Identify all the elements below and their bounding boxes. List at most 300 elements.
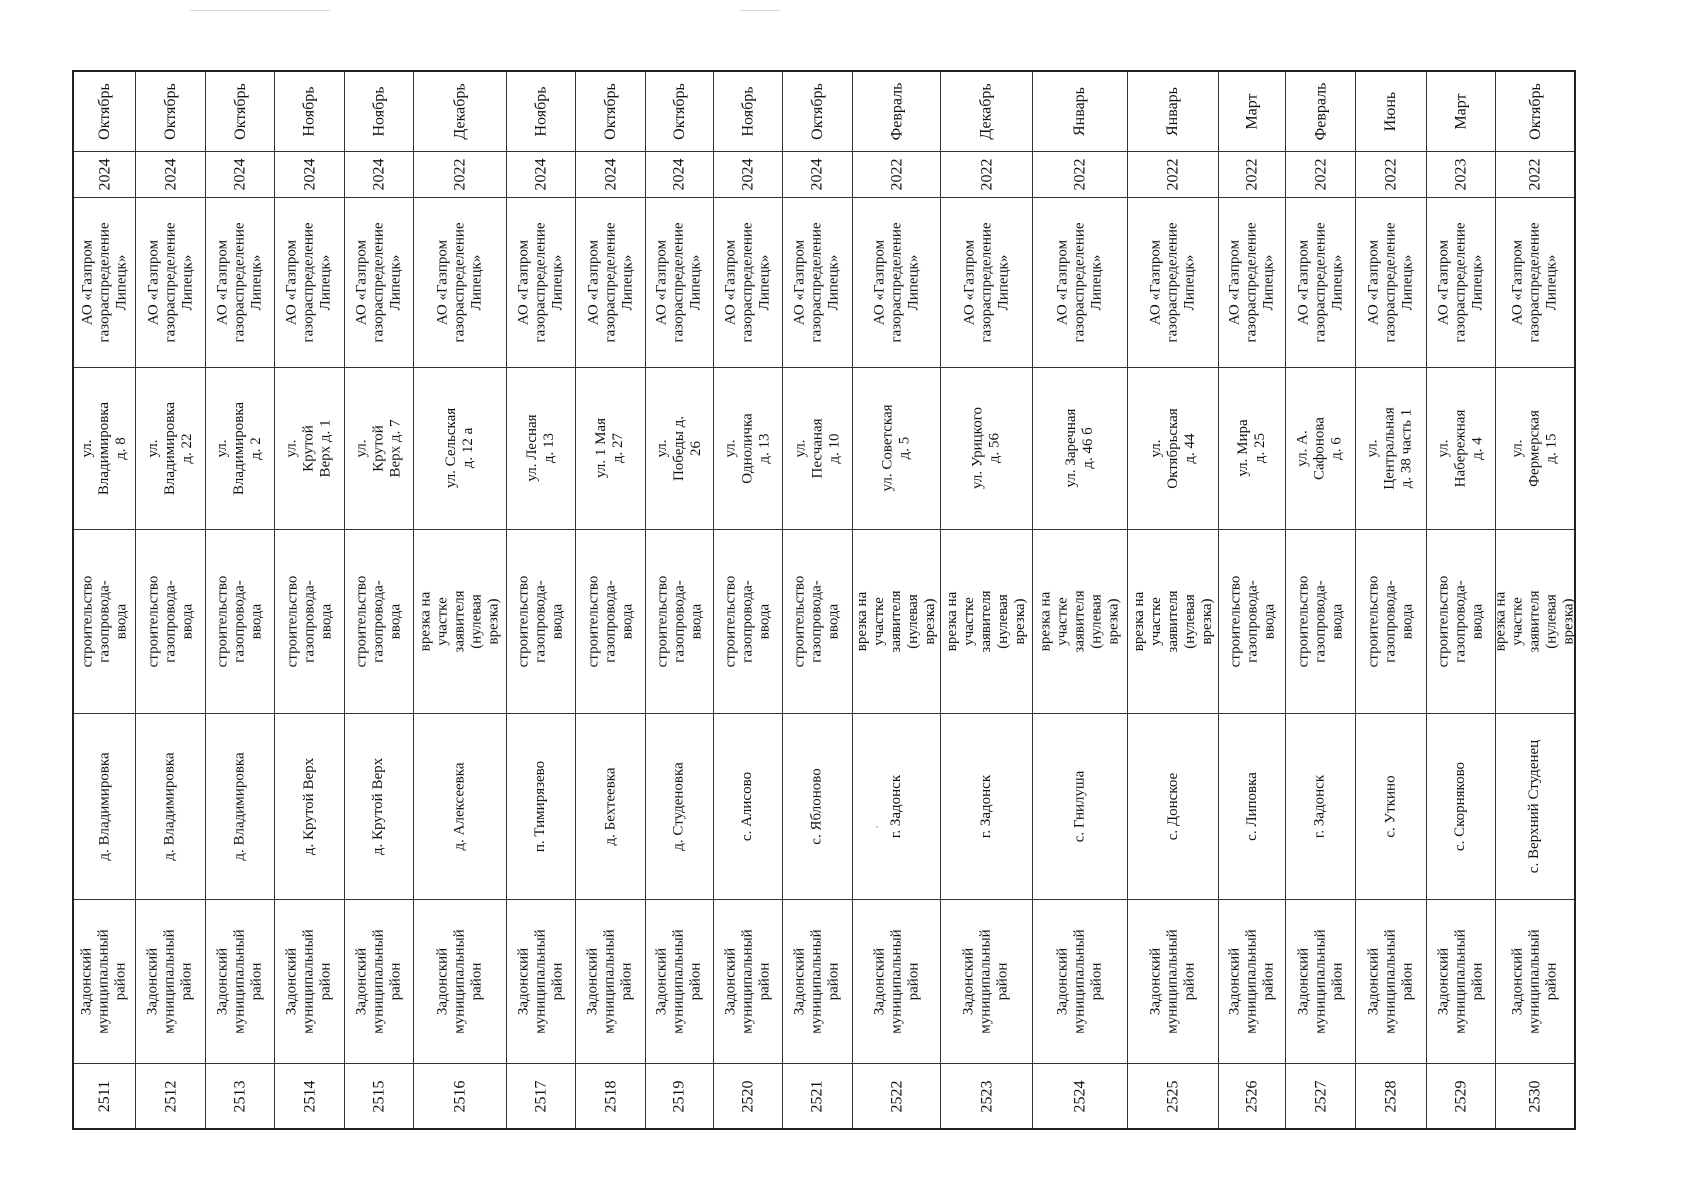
district-cell-text: Задонский муниципальный район — [1295, 929, 1346, 1034]
locality-cell-text: с. Алисово — [739, 771, 756, 841]
table-band-year — [73, 152, 1575, 197]
address-cell — [645, 367, 713, 529]
address-cell-text: ул. Владимировка д. 2 — [214, 401, 265, 495]
work-type-cell — [1127, 529, 1219, 713]
address-cell-text: ул. А. Сафонова д. 6 — [1295, 416, 1346, 480]
record-number-cell — [1127, 1064, 1219, 1129]
record-number-cell-text: 2511 — [96, 1080, 114, 1112]
year-cell — [344, 152, 413, 197]
address-cell — [1032, 367, 1127, 529]
address-cell-text: ул. Победы д. 26 — [653, 415, 704, 481]
month-cell-text: Март — [1452, 93, 1470, 130]
month-cell — [1127, 71, 1219, 152]
month-cell — [1355, 71, 1426, 152]
executor-cell — [1286, 197, 1355, 367]
district-cell-text: Задонский муниципальный район — [791, 929, 842, 1034]
work-type-cell-text: строительство газопровода-ввода — [1226, 575, 1277, 667]
executor-cell — [941, 197, 1033, 367]
address-cell — [344, 367, 413, 529]
executor-cell-text: АО «Газпром газораспределение Липецк» — [284, 222, 335, 343]
record-number-cell-text: 2513 — [231, 1080, 249, 1113]
work-type-cell — [941, 529, 1033, 713]
work-type-cell-text: строительство газопровода-ввода — [353, 575, 404, 667]
year-cell — [275, 152, 344, 197]
locality-cell — [205, 713, 274, 899]
year-cell-text: 2024 — [96, 158, 114, 191]
record-number-cell-text: 2525 — [1164, 1080, 1182, 1113]
address-cell-text: ул. Советская д. 5 — [879, 404, 913, 492]
month-cell-text: Декабрь — [451, 83, 469, 140]
work-type-cell — [576, 529, 645, 713]
year-cell — [1032, 152, 1127, 197]
year-cell-text: 2022 — [888, 158, 906, 191]
record-number-cell-text: 2523 — [978, 1080, 996, 1113]
work-type-cell — [1032, 529, 1127, 713]
locality-cell — [275, 713, 344, 899]
executor-cell-text: АО «Газпром газораспределение Липецк» — [961, 222, 1012, 343]
year-cell-text: 2022 — [1526, 158, 1544, 191]
district-cell-text: Задонский муниципальный район — [284, 929, 335, 1034]
work-type-cell-text: врезка на участке заявителя (нулевая врезка) — [1130, 590, 1215, 653]
district-cell — [1426, 899, 1495, 1064]
month-cell — [344, 71, 413, 152]
locality-cell — [73, 713, 136, 899]
record-number-cell — [941, 1064, 1033, 1129]
executor-cell-text: АО «Газпром газораспределение Липецк» — [1435, 222, 1486, 343]
address-cell-text: ул. Лесная д. 13 — [524, 414, 558, 482]
executor-cell — [714, 197, 782, 367]
month-cell-text: Март — [1243, 93, 1261, 130]
address-cell-text: ул. Мира д. 25 — [1235, 419, 1269, 477]
locality-cell-text: с. Уткино — [1382, 774, 1399, 838]
district-cell-text: Задонский муниципальный район — [653, 929, 704, 1034]
month-cell — [1495, 71, 1575, 152]
record-number-cell-text: 2520 — [739, 1080, 757, 1113]
executor-cell-text: АО «Газпром газораспределение Липецк» — [722, 222, 773, 343]
year-cell — [205, 152, 274, 197]
record-number-cell-text: 2524 — [1071, 1080, 1089, 1113]
district-cell — [344, 899, 413, 1064]
month-cell — [782, 71, 853, 152]
record-number-cell — [1286, 1064, 1355, 1129]
year-cell — [1355, 152, 1426, 197]
locality-cell — [1495, 713, 1575, 899]
scan-artifact-line — [740, 10, 780, 11]
month-cell — [73, 71, 136, 152]
month-cell — [941, 71, 1033, 152]
locality-cell-text: д. Бехтеевка — [602, 767, 619, 846]
work-type-cell-text: строительство газопровода-ввода — [722, 575, 773, 667]
locality-cell-text: с. Липовка — [1243, 771, 1260, 841]
district-cell — [205, 899, 274, 1064]
year-cell-text: 2022 — [1071, 158, 1089, 191]
address-cell-text: ул. Центральная д. 38 часть 1 — [1365, 407, 1416, 490]
locality-cell — [1286, 713, 1355, 899]
address-cell-text: ул. Октябрьская д. 44 — [1147, 408, 1198, 489]
address-cell — [782, 367, 853, 529]
year-cell-text: 2022 — [1312, 158, 1330, 191]
district-cell-text: Задонский муниципальный район — [1435, 929, 1486, 1034]
district-cell-text: Задонский муниципальный район — [1509, 929, 1560, 1034]
work-type-cell-text: врезка на участке заявителя (нулевая врезка) — [944, 590, 1029, 653]
year-cell-text: 2024 — [532, 158, 550, 191]
executor-cell-text: АО «Газпром газораспределение Липецк» — [515, 222, 566, 343]
address-cell — [853, 367, 941, 529]
district-cell — [414, 899, 507, 1064]
month-cell-text: Октябрь — [231, 83, 249, 141]
work-type-cell — [1219, 529, 1286, 713]
district-cell-text: Задонский муниципальный район — [79, 929, 130, 1034]
year-cell-text: 2024 — [670, 158, 688, 191]
address-cell-text: ул. Сельская д. 12 а — [443, 408, 477, 489]
year-cell — [714, 152, 782, 197]
district-cell-text: Задонский муниципальный район — [1054, 929, 1105, 1034]
work-type-cell-text: строительство газопровода-ввода — [214, 575, 265, 667]
month-cell-text: Февраль — [1312, 82, 1330, 141]
executor-cell — [1355, 197, 1426, 367]
work-type-cell — [344, 529, 413, 713]
year-cell-text: 2024 — [231, 158, 249, 191]
month-cell-text: Июнь — [1382, 91, 1400, 132]
year-cell-text: 2022 — [978, 158, 996, 191]
locality-cell-text: д. Крутой Верх — [301, 757, 318, 855]
district-cell-text: Задонский муниципальный район — [585, 929, 636, 1034]
month-cell-text: Январь — [1164, 87, 1182, 137]
record-number-cell — [1032, 1064, 1127, 1129]
district-cell-text: Задонский муниципальный район — [1147, 929, 1198, 1034]
district-cell — [1286, 899, 1355, 1064]
address-cell — [136, 367, 205, 529]
address-cell — [414, 367, 507, 529]
locality-cell-text: д. Алексеевка — [451, 762, 468, 851]
executor-cell — [73, 197, 136, 367]
record-number-cell — [275, 1064, 344, 1129]
year-cell — [1286, 152, 1355, 197]
locality-cell-text: г. Задонск — [978, 774, 995, 838]
month-cell — [576, 71, 645, 152]
district-cell — [275, 899, 344, 1064]
month-cell — [506, 71, 575, 152]
work-type-cell-text: врезка на участке заявителя (нулевая врезка) — [1037, 589, 1122, 653]
table-band-district — [73, 899, 1575, 1064]
record-number-cell — [1219, 1064, 1286, 1129]
work-type-cell-text: строительство газопровода-ввода — [791, 575, 842, 667]
work-type-cell — [73, 529, 136, 713]
year-cell-text: 2024 — [739, 158, 757, 191]
address-cell-text: ул. Урицкого д. 56 — [969, 407, 1003, 490]
locality-cell-text: г. Задонск — [1312, 774, 1329, 838]
address-cell-text: ул. Владимировка д. 22 — [145, 401, 196, 495]
address-cell-text: ул. Крутой Верх д. 1 — [284, 419, 335, 478]
locality-cell-text: д. Владимировка — [162, 751, 179, 861]
locality-cell — [714, 713, 782, 899]
record-number-cell-text: 2515 — [370, 1080, 388, 1113]
year-cell-text: 2022 — [451, 158, 469, 191]
district-cell — [853, 899, 941, 1064]
month-cell-text: Октябрь — [670, 83, 688, 141]
locality-cell — [1219, 713, 1286, 899]
year-cell-text: 2022 — [1382, 158, 1400, 191]
district-cell — [714, 899, 782, 1064]
work-type-cell-text: строительство газопровода-ввода — [1365, 575, 1416, 667]
month-cell-text: Февраль — [888, 82, 906, 141]
locality-cell — [1355, 713, 1426, 899]
month-cell — [1286, 71, 1355, 152]
executor-cell-text: АО «Газпром газораспределение Липецк» — [353, 222, 404, 343]
executor-cell-text: АО «Газпром газораспределение Липецк» — [585, 222, 636, 343]
executor-cell — [853, 197, 941, 367]
record-number-cell — [1355, 1064, 1426, 1129]
address-cell-text: ул. Фермерская д. 15 — [1509, 409, 1560, 487]
record-number-cell-text: 2512 — [162, 1080, 180, 1113]
locality-cell — [1032, 713, 1127, 899]
work-type-cell — [1426, 529, 1495, 713]
executor-cell-text: АО «Газпром газораспределение Липецк» — [1054, 222, 1105, 343]
table-band-num — [73, 1064, 1575, 1129]
year-cell-text: 2022 — [1243, 158, 1261, 191]
executor-cell-text: АО «Газпром газораспределение Липецк» — [1365, 222, 1416, 343]
locality-cell — [1426, 713, 1495, 899]
table-band-month — [73, 71, 1575, 152]
month-cell-text: Октябрь — [808, 83, 826, 141]
district-cell — [1127, 899, 1219, 1064]
address-cell — [714, 367, 782, 529]
month-cell — [1219, 71, 1286, 152]
month-cell-text: Октябрь — [96, 83, 114, 141]
record-number-cell — [205, 1064, 274, 1129]
district-cell — [506, 899, 575, 1064]
record-number-cell-text: 2530 — [1526, 1080, 1544, 1113]
executor-cell — [344, 197, 413, 367]
address-cell — [1495, 367, 1575, 529]
work-type-cell-text: строительство газопровода-ввода — [585, 575, 636, 667]
address-cell-text: ул. Песчаная д. 10 — [791, 418, 842, 479]
year-cell-text: 2024 — [808, 158, 826, 191]
record-number-cell — [344, 1064, 413, 1129]
month-cell-text: Октябрь — [1526, 83, 1544, 141]
address-cell-text: ул. 1 Мая д. 27 — [593, 418, 627, 479]
month-cell — [645, 71, 713, 152]
scan-artifact-line — [190, 10, 330, 11]
locality-cell-text: д. Студеновка — [670, 761, 687, 851]
address-cell-text: ул. Владимировка д. 8 — [79, 401, 130, 495]
record-number-cell — [506, 1064, 575, 1129]
district-cell-text: Задонский муниципальный район — [214, 929, 265, 1034]
locality-cell-text: с. Яблоново — [808, 767, 825, 845]
locality-cell — [136, 713, 205, 899]
district-cell-text: Задонский муниципальный район — [961, 929, 1012, 1034]
address-cell — [1127, 367, 1219, 529]
record-number-cell — [136, 1064, 205, 1129]
record-number-cell-text: 2527 — [1312, 1080, 1330, 1113]
address-cell-text: ул. Заречная д. 46 б — [1062, 408, 1096, 488]
record-number-cell — [714, 1064, 782, 1129]
year-cell — [782, 152, 853, 197]
record-number-cell-text: 2517 — [532, 1080, 550, 1113]
district-cell — [1495, 899, 1575, 1064]
locality-cell — [576, 713, 645, 899]
record-number-cell-text: 2518 — [602, 1080, 620, 1113]
district-cell — [1032, 899, 1127, 1064]
executor-cell — [414, 197, 507, 367]
month-cell — [1426, 71, 1495, 152]
locality-cell-text: г. Задонск — [888, 774, 905, 838]
executor-cell-text: АО «Газпром газораспределение Липецк» — [871, 222, 922, 343]
locality-cell — [506, 713, 575, 899]
record-number-cell-text: 2516 — [451, 1080, 469, 1113]
year-cell — [1426, 152, 1495, 197]
work-type-cell-text: строительство газопровода-ввода — [653, 575, 704, 667]
record-number-cell — [73, 1064, 136, 1129]
work-type-cell-text: строительство газопровода-ввода — [284, 575, 335, 667]
record-number-cell — [1426, 1064, 1495, 1129]
executor-cell — [645, 197, 713, 367]
address-cell — [1355, 367, 1426, 529]
table-band-address — [73, 367, 1575, 529]
month-cell-text: Декабрь — [978, 83, 996, 140]
district-cell — [136, 899, 205, 1064]
month-cell-text: Ноябрь — [739, 86, 757, 137]
work-type-cell — [782, 529, 853, 713]
address-cell — [1219, 367, 1286, 529]
year-cell — [73, 152, 136, 197]
address-cell — [506, 367, 575, 529]
record-number-cell — [853, 1064, 941, 1129]
locality-cell — [1127, 713, 1219, 899]
table-band-executor — [73, 197, 1575, 367]
district-cell — [1219, 899, 1286, 1064]
year-cell — [645, 152, 713, 197]
locality-cell-text: д. Владимировка — [231, 751, 248, 861]
work-type-cell-text: врезка на участке заявителя (нулевая врезка) — [417, 590, 502, 653]
record-number-cell — [782, 1064, 853, 1129]
record-number-cell-text: 2528 — [1382, 1080, 1400, 1113]
executor-cell-text: АО «Газпром газораспределение Липецк» — [434, 222, 485, 343]
work-type-cell-text: врезка на участке заявителя (нулевая врезка) — [854, 590, 939, 653]
record-number-cell-text: 2519 — [670, 1080, 688, 1113]
locality-cell — [941, 713, 1033, 899]
locality-cell-text: д. Владимировка — [96, 751, 113, 861]
district-cell-text: Задонский муниципальный район — [722, 929, 773, 1034]
month-cell — [275, 71, 344, 152]
executor-cell-text: АО «Газпром газораспределение Липецк» — [791, 222, 842, 343]
executor-cell — [576, 197, 645, 367]
month-cell-text: Октябрь — [162, 83, 180, 141]
executor-cell-text: АО «Газпром газораспределение Липецк» — [79, 222, 130, 343]
record-number-cell — [576, 1064, 645, 1129]
address-cell — [1286, 367, 1355, 529]
record-number-cell-text: 2522 — [888, 1080, 906, 1113]
year-cell-text: 2024 — [370, 158, 388, 191]
record-number-cell-text: 2514 — [301, 1080, 319, 1113]
executor-cell — [1495, 197, 1575, 367]
district-cell-text: Задонский муниципальный район — [434, 929, 485, 1034]
district-cell-text: Задонский муниципальный район — [1365, 929, 1416, 1034]
year-cell-text: 2024 — [162, 158, 180, 191]
work-type-cell — [506, 529, 575, 713]
address-cell-text: ул. Одноличка д. 13 — [722, 413, 773, 484]
locality-cell-text: с. Гнилуша — [1071, 770, 1088, 842]
work-type-cell — [1286, 529, 1355, 713]
year-cell — [506, 152, 575, 197]
year-cell — [414, 152, 507, 197]
month-cell — [414, 71, 507, 152]
record-number-cell — [414, 1064, 507, 1129]
address-cell-text: ул. Набережная д. 4 — [1435, 409, 1486, 488]
year-cell-text: 2024 — [602, 158, 620, 191]
executor-cell-text: АО «Газпром газораспределение Липецк» — [1295, 222, 1346, 343]
month-cell-text: Ноябрь — [370, 86, 388, 137]
locality-cell-text: с. Скорняково — [1452, 761, 1469, 851]
record-number-cell-text: 2529 — [1452, 1080, 1470, 1113]
year-cell — [136, 152, 205, 197]
locality-cell — [782, 713, 853, 899]
district-cell-text: Задонский муниципальный район — [515, 929, 566, 1034]
record-number-cell-text: 2521 — [808, 1080, 826, 1113]
district-cell — [941, 899, 1033, 1064]
address-cell — [275, 367, 344, 529]
district-cell — [576, 899, 645, 1064]
work-type-cell — [275, 529, 344, 713]
locality-cell — [344, 713, 413, 899]
locality-cell-text: д. Крутой Верх — [370, 757, 387, 855]
address-cell — [1426, 367, 1495, 529]
locality-cell — [414, 713, 507, 899]
address-cell — [576, 367, 645, 529]
executor-cell — [275, 197, 344, 367]
address-cell — [205, 367, 274, 529]
executor-cell — [1032, 197, 1127, 367]
gas-connection-table — [72, 70, 1576, 1130]
work-type-cell — [1355, 529, 1426, 713]
executor-cell-text: АО «Газпром газораспределение Липецк» — [214, 222, 265, 343]
executor-cell — [1426, 197, 1495, 367]
address-cell — [941, 367, 1033, 529]
district-cell — [73, 899, 136, 1064]
work-type-cell-text: строительство газопровода-ввода — [1435, 575, 1486, 667]
month-cell — [853, 71, 941, 152]
work-type-cell — [714, 529, 782, 713]
locality-cell — [645, 713, 713, 899]
year-cell — [1219, 152, 1286, 197]
locality-cell — [853, 713, 941, 899]
executor-cell-text: АО «Газпром газораспределение Липецк» — [1147, 222, 1198, 343]
record-number-cell-text: 2526 — [1243, 1080, 1261, 1113]
executor-cell-text: АО «Газпром газораспределение Липецк» — [1509, 222, 1560, 343]
work-type-cell — [645, 529, 713, 713]
year-cell-text: 2024 — [301, 158, 319, 191]
month-cell — [1032, 71, 1127, 152]
executor-cell-text: АО «Газпром газораспределение Липецк» — [1226, 222, 1277, 343]
work-type-cell — [205, 529, 274, 713]
executor-cell — [506, 197, 575, 367]
work-type-cell-text: строительство газопровода-ввода — [1295, 575, 1346, 667]
district-cell — [645, 899, 713, 1064]
table-band-work — [73, 529, 1575, 713]
work-type-cell — [853, 529, 941, 713]
work-type-cell-text: строительство газопровода-ввода — [79, 575, 130, 667]
address-cell-text: ул. Крутой Верх д. 7 — [353, 419, 404, 478]
year-cell — [1127, 152, 1219, 197]
work-type-cell-text: врезка на участке заявителя (нулевая врезка) — [1492, 590, 1577, 653]
district-cell — [1355, 899, 1426, 1064]
executor-cell-text: АО «Газпром газораспределение Липецк» — [653, 222, 704, 343]
year-cell — [941, 152, 1033, 197]
district-cell-text: Задонский муниципальный район — [1226, 929, 1277, 1034]
month-cell — [205, 71, 274, 152]
district-cell-text: Задонский муниципальный район — [871, 929, 922, 1034]
locality-cell-text: п. Тимирязево — [532, 760, 549, 852]
